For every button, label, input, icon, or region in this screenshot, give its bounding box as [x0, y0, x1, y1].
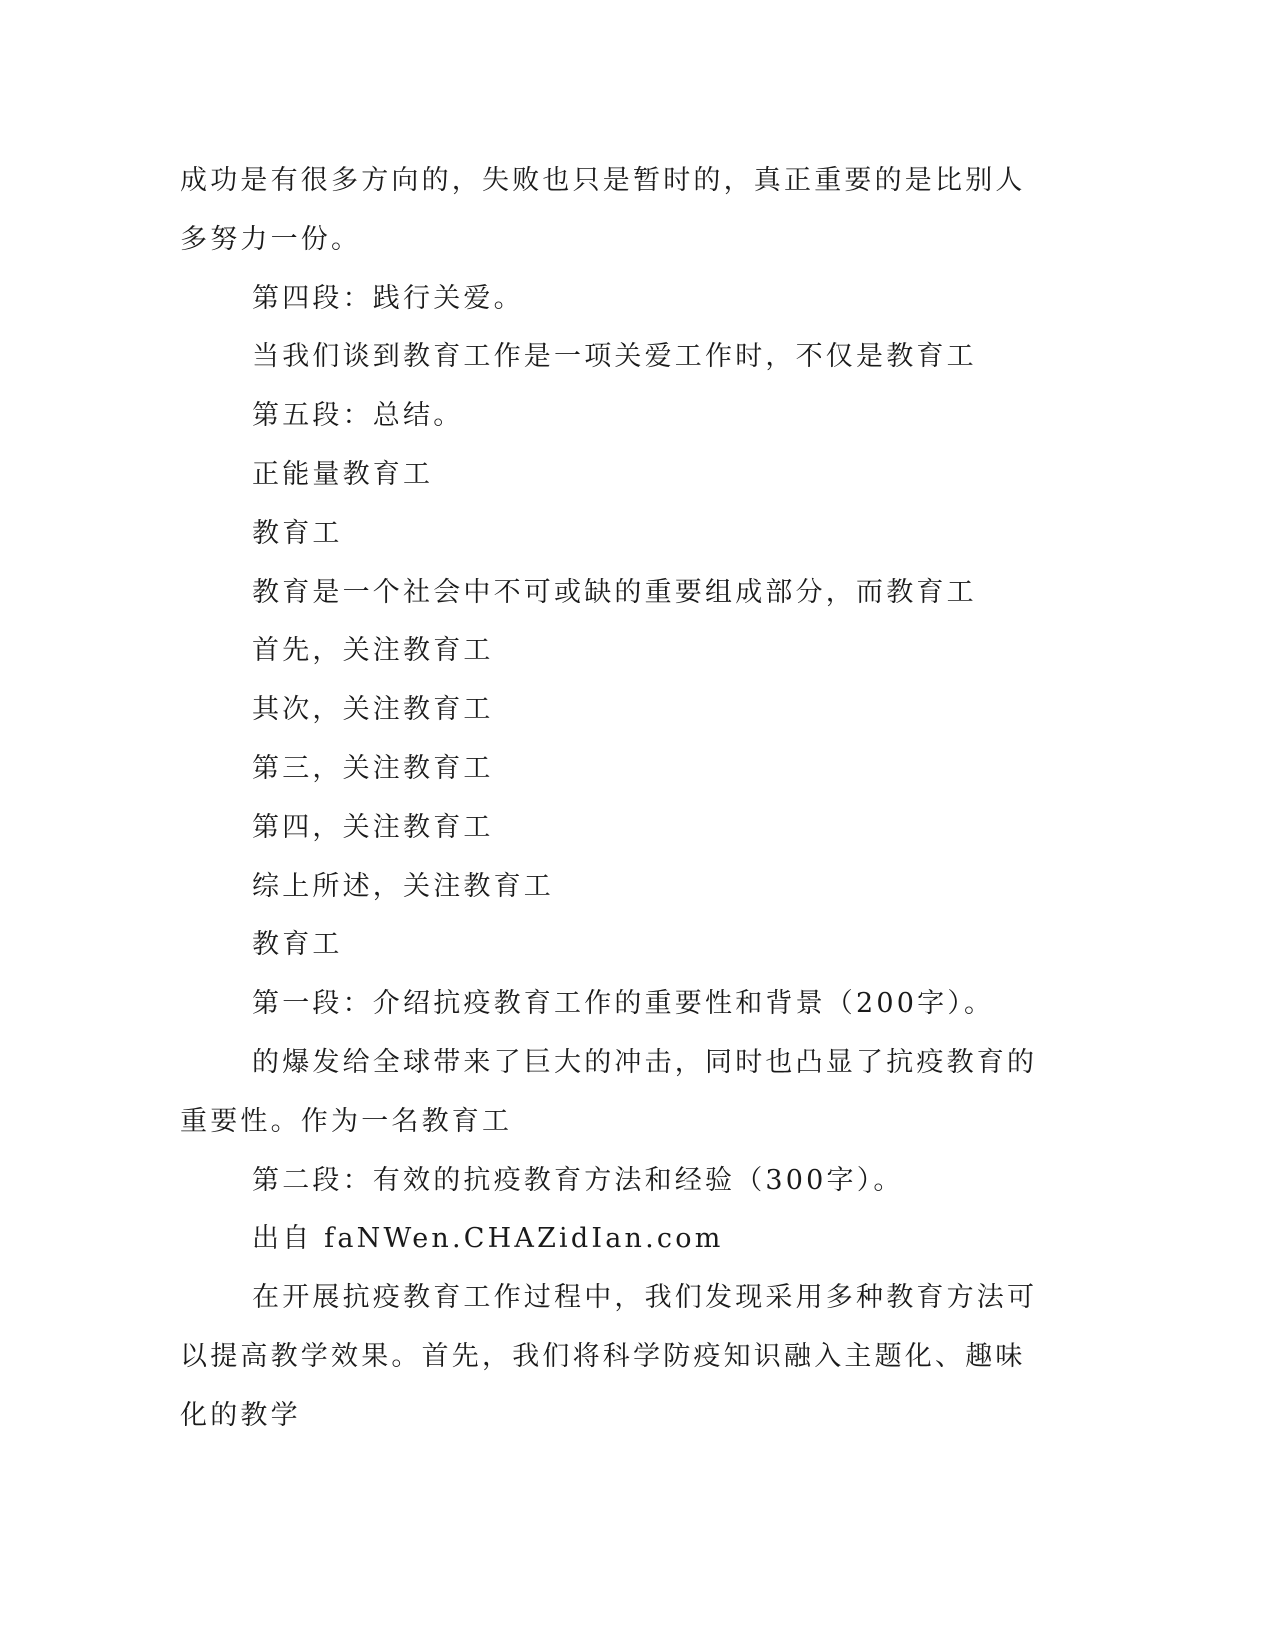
paragraph: 教育工	[252, 517, 343, 549]
paragraph: 成功是有很多方向的，失败也只是暂时的，真正重要的是比别人多努力一份。	[180, 165, 1026, 255]
source-note: 出自 faNWen.CHAZidIan.com	[252, 1223, 724, 1255]
paragraph: 其次，关注教育工	[252, 694, 494, 726]
section-heading: 第五段：总结。	[252, 400, 464, 432]
document-body	[180, 152, 1040, 1446]
paragraph: 教育是一个社会中不可或缺的重要组成部分，而教育工	[252, 576, 977, 608]
paragraph: 正能量教育工	[252, 458, 434, 490]
paragraph: 第四，关注教育工	[252, 811, 494, 843]
paragraph: 教育工	[252, 929, 343, 961]
paragraph: 的爆发给全球带来了巨大的冲击，同时也凸显了抗疫教育的重要性。作为一名教育工	[180, 1046, 1038, 1137]
paragraph: 第三，关注教育工	[252, 752, 494, 784]
paragraph: 首先，关注教育工	[252, 635, 494, 667]
section-heading: 第一段：介绍抗疫教育工作的重要性和背景（200字）。	[252, 988, 995, 1020]
section-heading: 第四段：践行关爱。	[252, 282, 524, 314]
paragraph: 在开展抗疫教育工作过程中，我们发现采用多种教育方法可以提高教学效果。首先，我们将科学防疫知识融入主题化、趣味化的教学	[180, 1282, 1038, 1431]
section-heading: 第二段：有效的抗疫教育方法和经验（300字）。	[252, 1164, 904, 1196]
paragraph: 当我们谈到教育工作是一项关爱工作时，不仅是教育工	[252, 341, 977, 373]
paragraph: 综上所述，关注教育工	[252, 870, 554, 902]
